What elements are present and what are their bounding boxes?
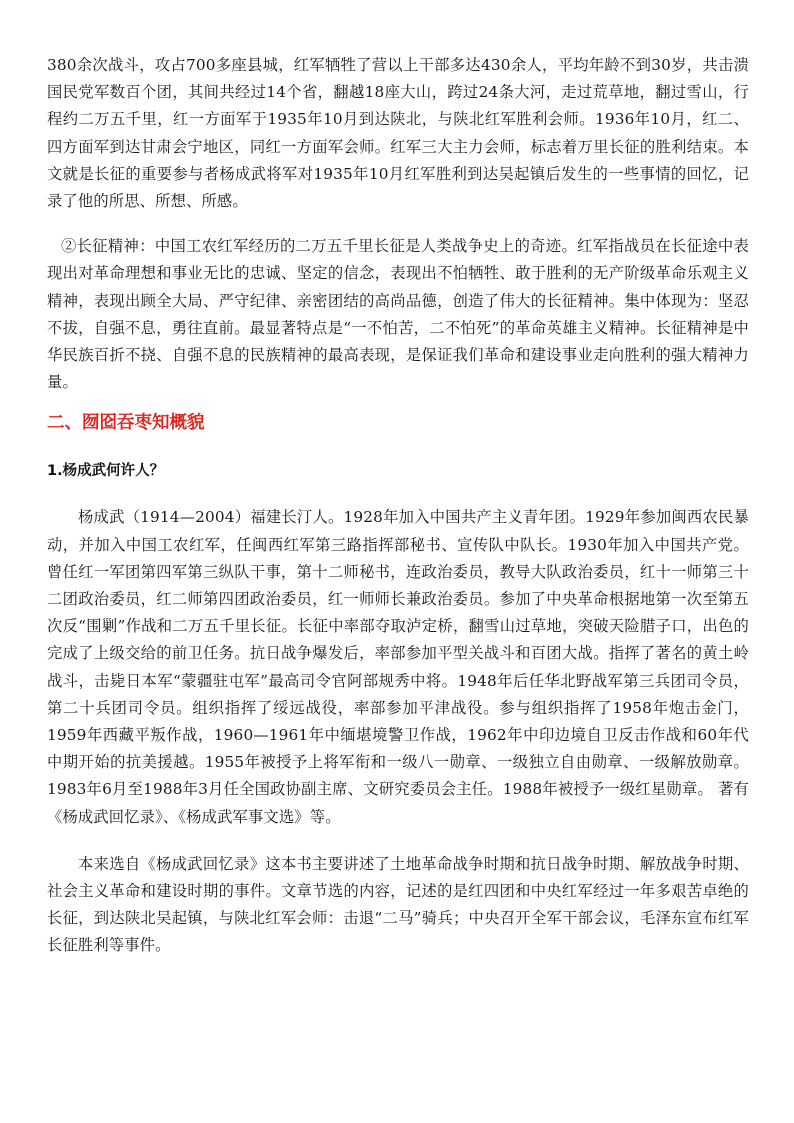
biography-paragraph: 杨成武（1914—2004）福建长汀人。1928年加入中国共产主义青年团。1929年参加闽西农民暴动，并加入中国工农红军，任闽西红军第三路指挥部秘书、宣传队中队长。1930年加入中国共产党。曾任红一军团第四军第三纵队干事，第十二师秘书，连政治委员，教导大队政治委员，红十一师第三十二团政治委员，红二师第四团政治委员，红一师师长兼政治委员。参加了中央革命根据地第一次至第五次反“围剿”作战和二万五千里长征。长征中率部夺取泸定桥，翻雪山过草地，突破天险腊子口，出色的完成了上级交给的前卫任务。抗日战争爆发后，率部参加平型关战斗和百团大战。指挥了著名的黄土岭战斗，击毙日本军“蒙疆驻屯军”最高司令官阿部规秀中将。1948年后任华北野战军第三兵团司令员，第二十兵团司令员。组织指挥了绥远战役，率部参加平津战役。参与组织指挥了1958年炮击金门，1959年西藏平叛作战，1960—1961年中缅堪境警卫作战，1962年中印边境自卫反击作战和60年代中期开始的抗美援越。1955年被授予上将军衔和一级八一勋章、一级独立自由勋章、一级解放勋章。1983年6月至1988年3月任全国政协副主席、文研究委员会主任。1988年被授予一级红星勋章。 著有《杨成武回忆录》、《杨成武军事文选》等。 [47,508,749,826]
intro-paragraph: 380余次战斗，攻占700多座县城，红军牺牲了营以上干部多达430余人，平均年龄不到30岁，共击溃国民党军数百个团，其间共经过14个省，翻越18座大山，跨过24条大河，走过荒草地，翻过雪山，行程约二万五千里，红一方面军于1935年10月到达陕北，与陕北红军胜利会师。1936年10月，红二、四方面军到达甘肃会宁地区，同红一方面军会师。红军三大主力会师，标志着万里长征的胜利结束。本文就是长征的重要参与者杨成武将军对1935年10月红军胜利到达吴起镇后发生的一些事情的回忆，记录了他的所思、所想、所感。 [47,56,749,211]
document-page [47,50,749,960]
section-heading: 二、囫囵吞枣知概貌 [47,413,205,434]
long-march-spirit-paragraph: ②长征精神：中国工农红军经历的二万五千里长征是人类战争史上的奇迹。红军指战员在长征途中表现出对革命理想和事业无比的忠诚、坚定的信念，表现出不怕牺牲、敢于胜利的无产阶级革命乐观主义精神，表现出顾全大局、严守纪律、亲密团结的高尚品德，创造了伟大的长征精神。集中体现为：坚忍不拔，自强不息，勇往直前。最显著特点是“一不怕苦，二不怕死”的革命英雄主义精神。长征精神是中华民族百折不挠、自强不息的民族精神的最高表现，是保证我们革命和建设事业走向胜利的强大精神力量。 [47,237,749,392]
book-source-paragraph: 本来选自《杨成武回忆录》这本书主要讲述了土地革命战争时期和抗日战争时期、解放战争时期、社会主义革命和建设时期的事件。文章节选的内容，记述的是红四团和中央红军经过一年多艰苦卓绝的长征，到达陕北吴起镇，与陕北红军会师：击退“二马”骑兵；中央召开全军干部会议，毛泽东宣布红军长征胜利等事件。 [47,854,749,955]
subheading-who-is-yang: 1.杨成武何许人？ [47,463,165,480]
